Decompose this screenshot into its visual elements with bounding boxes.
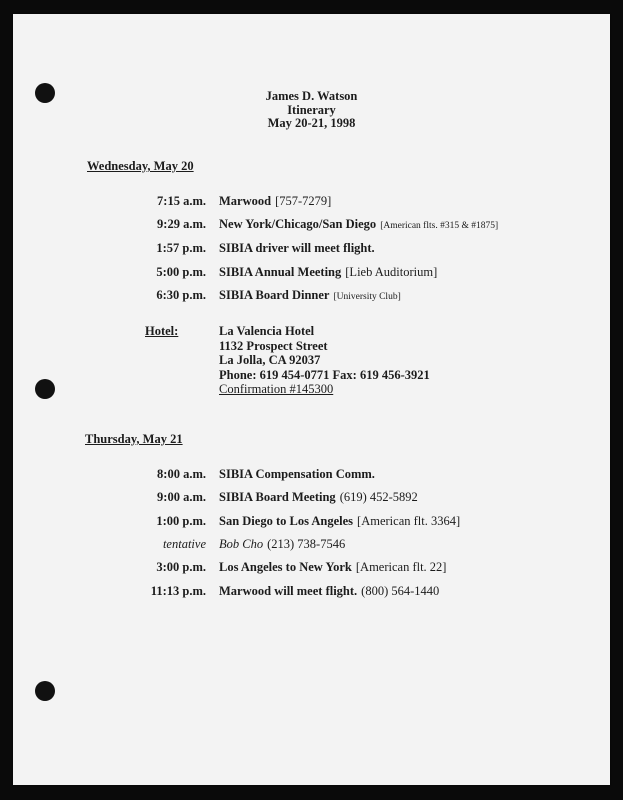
row-time: 9:00 a.m. (157, 490, 206, 504)
hotel-phone: Phone: 619 454-0771 Fax: 619 456-3921 (219, 367, 430, 382)
hotel-street: 1132 Prospect Street (219, 338, 328, 353)
itinerary-row (13, 217, 610, 233)
itinerary-row (13, 537, 610, 553)
header-name: James D. Watson (265, 89, 358, 103)
row-time: 1:00 p.m. (156, 514, 206, 528)
itinerary-row (13, 490, 610, 506)
row-desc: Los Angeles to New York [American flt. 22] (219, 560, 447, 574)
row-time: 11:13 p.m. (150, 584, 206, 598)
row-time: 8:00 a.m. (157, 467, 206, 481)
itinerary-row (13, 241, 610, 257)
hotel-label: Hotel: (145, 324, 179, 338)
binder-hole (35, 83, 55, 103)
row-time: 3:00 p.m. (156, 560, 206, 574)
hotel-address (219, 324, 430, 397)
itinerary-row (13, 288, 610, 304)
section-title-wednesday: Wednesday, May 20 (87, 159, 194, 173)
itinerary-row (13, 560, 610, 576)
document-header (13, 90, 610, 131)
document-page (13, 14, 610, 785)
row-desc: San Diego to Los Angeles [American flt. 3364] (219, 514, 461, 528)
row-desc: SIBIA driver will meet flight. (219, 241, 375, 255)
row-time: 6:30 p.m. (156, 288, 206, 302)
row-time: 5:00 p.m. (156, 265, 206, 279)
itinerary-row (13, 514, 610, 530)
binder-hole (35, 379, 55, 399)
hotel-name: La Valencia Hotel (219, 324, 315, 338)
row-time: tentative (162, 537, 206, 551)
hotel-confirmation: Confirmation #145300 (219, 382, 334, 396)
row-desc: Bob Cho (213) 738-7546 (219, 537, 346, 551)
row-desc: SIBIA Board Meeting (619) 452-5892 (219, 490, 418, 504)
itinerary-row (13, 467, 610, 483)
header-dates: May 20-21, 1998 (267, 116, 356, 130)
row-desc: SIBIA Compensation Comm. (219, 467, 375, 481)
row-time: 1:57 p.m. (156, 241, 206, 255)
row-desc: Marwood [757-7279] (219, 194, 332, 208)
row-time: 9:29 a.m. (157, 217, 206, 231)
hotel-city: La Jolla, CA 92037 (219, 353, 321, 367)
row-desc: New York/Chicago/San Diego [American flts. #315 & #1875] (219, 217, 499, 231)
row-time: 7:15 a.m. (157, 194, 206, 208)
header-title: Itinerary (287, 102, 336, 117)
row-desc: SIBIA Board Dinner [University Club] (219, 288, 401, 302)
itinerary-row (13, 584, 610, 600)
row-desc: Marwood will meet flight. (800) 564-1440 (219, 584, 440, 598)
section-title-thursday: Thursday, May 21 (85, 432, 183, 446)
itinerary-row (13, 265, 610, 281)
itinerary-row (13, 194, 610, 210)
row-desc: SIBIA Annual Meeting [Lieb Auditorium] (219, 265, 438, 279)
binder-hole (35, 681, 55, 701)
